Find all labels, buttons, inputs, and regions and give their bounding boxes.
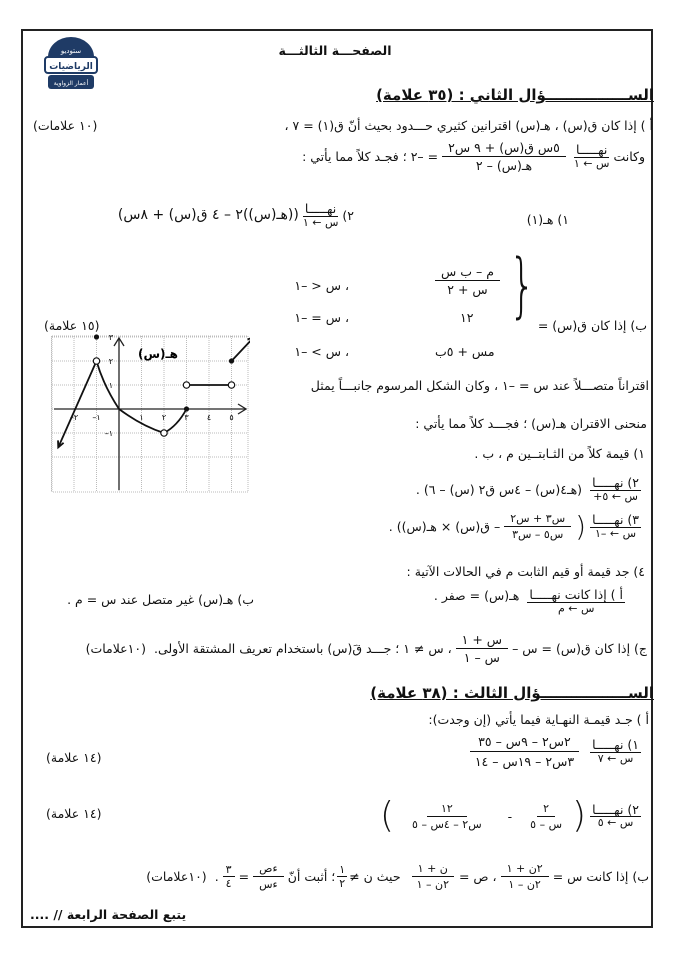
fraction-den: ٢ن – ١ — [508, 878, 541, 891]
open-point — [183, 382, 189, 388]
minus-sign: - — [507, 808, 513, 824]
function-graph — [50, 334, 250, 494]
q2c-suffix: ، س ≠ ١ ؛ جـــد قَ(س) باستخدام تعريف المشتقة الأولى. — [153, 641, 452, 656]
graph-title: هـ(س) — [138, 347, 178, 361]
q3a-item2 — [379, 795, 645, 836]
q3b-marks: (١٠علامات) — [146, 869, 207, 884]
logo-top-text: ستوديو — [60, 47, 82, 55]
equals-sign: = — [238, 869, 250, 884]
fraction-num: ٢س٢ – ٩س – ٣٥ — [470, 734, 579, 752]
x-tick-label: ٢ — [161, 413, 167, 422]
fraction-den: ٣س٢ – ١٩س – ١٤ — [474, 754, 575, 769]
q2a-marks: (١٠ علامات) — [33, 118, 98, 133]
open-point — [161, 430, 167, 436]
filled-point — [94, 334, 99, 339]
fraction-num: ١ — [339, 863, 346, 876]
case-1-cond: ، س < –١ — [294, 278, 349, 293]
q2a-item2-label: ٢) — [342, 207, 354, 223]
q3a-intro: أ ) جـد قيمـة النهـاية فيما يأتي (إن وجدت): — [428, 712, 649, 727]
x-tick-label: ١ — [139, 413, 144, 422]
limit-sub: س ← م — [557, 601, 595, 615]
case-1-expr — [435, 264, 500, 297]
q3b — [146, 862, 649, 891]
limit-word: نهـــــا — [304, 201, 337, 216]
fraction-num: ٣ — [223, 863, 235, 877]
open-paren: ( — [572, 795, 587, 836]
q2a-cond-suffix: = –٢ ؛ فجـد كلاً مما يأتي : — [302, 149, 439, 164]
piecewise-cases — [340, 260, 495, 378]
q2a-item1: ١) هـ(١) — [526, 212, 569, 227]
fraction-den: ٤ — [225, 877, 232, 890]
q2a-condition — [302, 140, 645, 173]
fraction-den: س + ٢ — [447, 282, 488, 297]
limit-sub: س ← ٥ — [597, 816, 634, 830]
limit-word: ٢) نهـــــا — [592, 475, 639, 490]
y-tick-label: ١ — [108, 381, 113, 390]
x-tick-label: –١ — [92, 413, 101, 422]
q2b-item2-limit — [590, 476, 641, 503]
q2b-item4a — [434, 588, 629, 615]
q2c-marks: (١٠علامات) — [85, 641, 146, 656]
q3a-item1-limit — [590, 738, 641, 765]
logo-bottom-text: أعمار الزواوية — [53, 80, 89, 87]
fraction-num: س٣ + س٢ — [504, 512, 571, 527]
q2b-item4: ٤) جد قيمة أو قيم الثابت م في الحالات الآتية : — [406, 564, 645, 579]
filled-point — [184, 406, 189, 411]
logo-middle-text: الرياضيات — [49, 62, 93, 72]
fraction-den: س – ١ — [463, 650, 500, 665]
q2b-intro: ب) إذا كان ق(س) = — [537, 318, 647, 333]
q3a-item2-fraction-2 — [398, 802, 496, 831]
fraction-num: ن + ١ — [412, 862, 454, 877]
fraction-den: ٢ن – ١ — [416, 878, 449, 891]
studio-math-logo — [40, 33, 102, 95]
limit-word: ٣) نهـــــا — [592, 512, 639, 528]
piecewise-brace: } — [508, 244, 536, 326]
q2b-item1: ١) قيمة كلاً من الثـابتــين م ، ب . — [474, 446, 645, 461]
q3a-item2-fraction-1 — [524, 802, 568, 831]
q2a-item2-limit — [303, 202, 339, 229]
period: . — [214, 869, 219, 884]
case-2-expr: ١٢ — [460, 310, 474, 325]
q3a-item1 — [463, 734, 645, 769]
q3b-y-fraction — [411, 862, 455, 891]
fraction-num: س + ١ — [456, 632, 508, 649]
fraction-den: س٥ – س٣ — [512, 528, 564, 541]
q2b-item3-expr: – ق(س) × هـ(س)) . — [388, 519, 501, 534]
y-tick-label: –١ — [104, 429, 113, 438]
q3a-item2-limit — [590, 803, 641, 830]
limit-sub: س ← ٧ — [597, 751, 634, 765]
fraction-num: م – ب س — [435, 264, 500, 281]
continue-footer: يتبع الصفحة الرابعة // .... — [30, 907, 187, 922]
q2c-fraction — [456, 632, 508, 665]
fraction-den: س٢ – ٤س – ٥ — [412, 817, 482, 831]
q2b-line2: منحنى الاقتران هـ(س) ؛ فجـــد كلاً مما يأتي : — [415, 416, 647, 431]
q2a-fraction — [442, 140, 566, 173]
fraction-den: س – ٥ — [530, 817, 563, 831]
close-paren: ) — [379, 795, 395, 836]
q3b-prefix: ب) إذا كانت س = — [552, 869, 649, 884]
q3b-cond: حيث ن ≠ — [349, 869, 401, 884]
limit-sub: س ← –١ — [595, 526, 637, 540]
limit-sub: س ← ١ — [302, 215, 339, 229]
q2b-marks: (١٥ علامة) — [44, 318, 100, 333]
case-3-expr: مس + ٥ب — [435, 344, 495, 359]
q3b-x-fraction — [501, 862, 549, 891]
q2c-prefix: ج) إذا كان ق(س) = س – — [512, 641, 647, 656]
fraction-num: ءص — [253, 862, 283, 877]
limit-sub: س ← ٥+ — [593, 489, 638, 503]
page-title: الصفحـــة الثالثـــة — [278, 43, 392, 58]
y-tick-label: ٣ — [108, 334, 113, 342]
q2b-item4a-suffix: هـ(س) = صفر . — [433, 588, 520, 603]
q2a-item2-expr: ((هـ(س))٢ – ٤ ق(س) + ٨س) — [117, 207, 299, 224]
filled-point — [229, 358, 234, 363]
case-3-cond: ، س > –١ — [294, 344, 349, 359]
x-tick-label: ٣ — [184, 413, 189, 422]
q2b-item2 — [416, 476, 645, 503]
q2b-item3 — [388, 509, 645, 543]
q3b-ratio-fraction — [223, 863, 235, 890]
q2b-item4b: ب) هـ(س) غير متصل عند س = م . — [67, 592, 254, 607]
fraction-num: ٢ — [537, 802, 555, 817]
limit-word: ٢) نهـــــا — [592, 801, 639, 817]
open-point — [228, 382, 234, 388]
x-tick-label: –٢ — [69, 413, 79, 422]
q2a-item2 — [118, 202, 354, 229]
q2b-item3-fraction — [504, 512, 571, 541]
q2-heading: الســــــــــــــــؤال الثاني : (٣٥ علامة) — [376, 86, 654, 104]
fraction-den: هـ(س) – ٢ — [475, 158, 533, 173]
x-tick-label: ٥ — [229, 413, 234, 422]
fraction-den: ٢ — [339, 877, 346, 890]
case-2-cond: ، س = –١ — [294, 310, 349, 325]
q3-heading: الســـــــــــــــــؤال الثالث : (٣٨ علامة) — [370, 684, 654, 702]
limit-word: نهـــــا — [575, 142, 608, 158]
q2b-item4a-limit — [527, 588, 625, 615]
q2b-line1: اقتراناً متصـــلاً عند س = –١ ، وكان الشكل المرسوم جانبـــاً يمثل — [310, 378, 649, 393]
q2a-intro: أ ) إذا كان ق(س) ، هـ(س) اقترانين كثيري حـــدود بحيث أنّ ق(١) = ٧ ، — [284, 118, 653, 133]
q2a-limit — [574, 143, 610, 170]
q2b-item3-limit — [590, 513, 641, 540]
q3b-half-fraction — [337, 863, 347, 890]
limit-word: أ ) إذا كانت نهـــــا — [529, 587, 623, 602]
q2b-item2-expr: (هـ٤(س) – ٤س ق٢ (س) – ٦) . — [415, 481, 583, 497]
q3a-item1-fraction — [467, 734, 582, 769]
fraction-den: ءس — [259, 878, 278, 891]
limit-sub: س ← ١ — [573, 156, 610, 170]
q3b-prove: ؛ أثبت أنّ — [287, 869, 336, 884]
q3b-y-label: ، ص = — [458, 869, 497, 884]
limit-word: ١) نهـــــا — [592, 737, 639, 753]
q2c — [86, 632, 647, 665]
q3a-item1-marks: (١٤ علامة) — [46, 750, 102, 765]
open-point — [93, 358, 99, 364]
q2a-cond-prefix: وكانت — [613, 149, 645, 164]
q3b-derivative-fraction — [253, 862, 284, 891]
fraction-num: ٢ن + ١ — [501, 862, 549, 877]
q3a-item2-marks: (١٤ علامة) — [46, 806, 102, 821]
fraction-num: ١٢ — [427, 802, 467, 817]
fraction-num: ٥س ق(س) + ٩ س٢ — [442, 140, 566, 157]
x-tick-label: ٤ — [206, 413, 212, 422]
y-tick-label: ٢ — [108, 357, 113, 366]
open-paren: ( — [575, 509, 587, 543]
